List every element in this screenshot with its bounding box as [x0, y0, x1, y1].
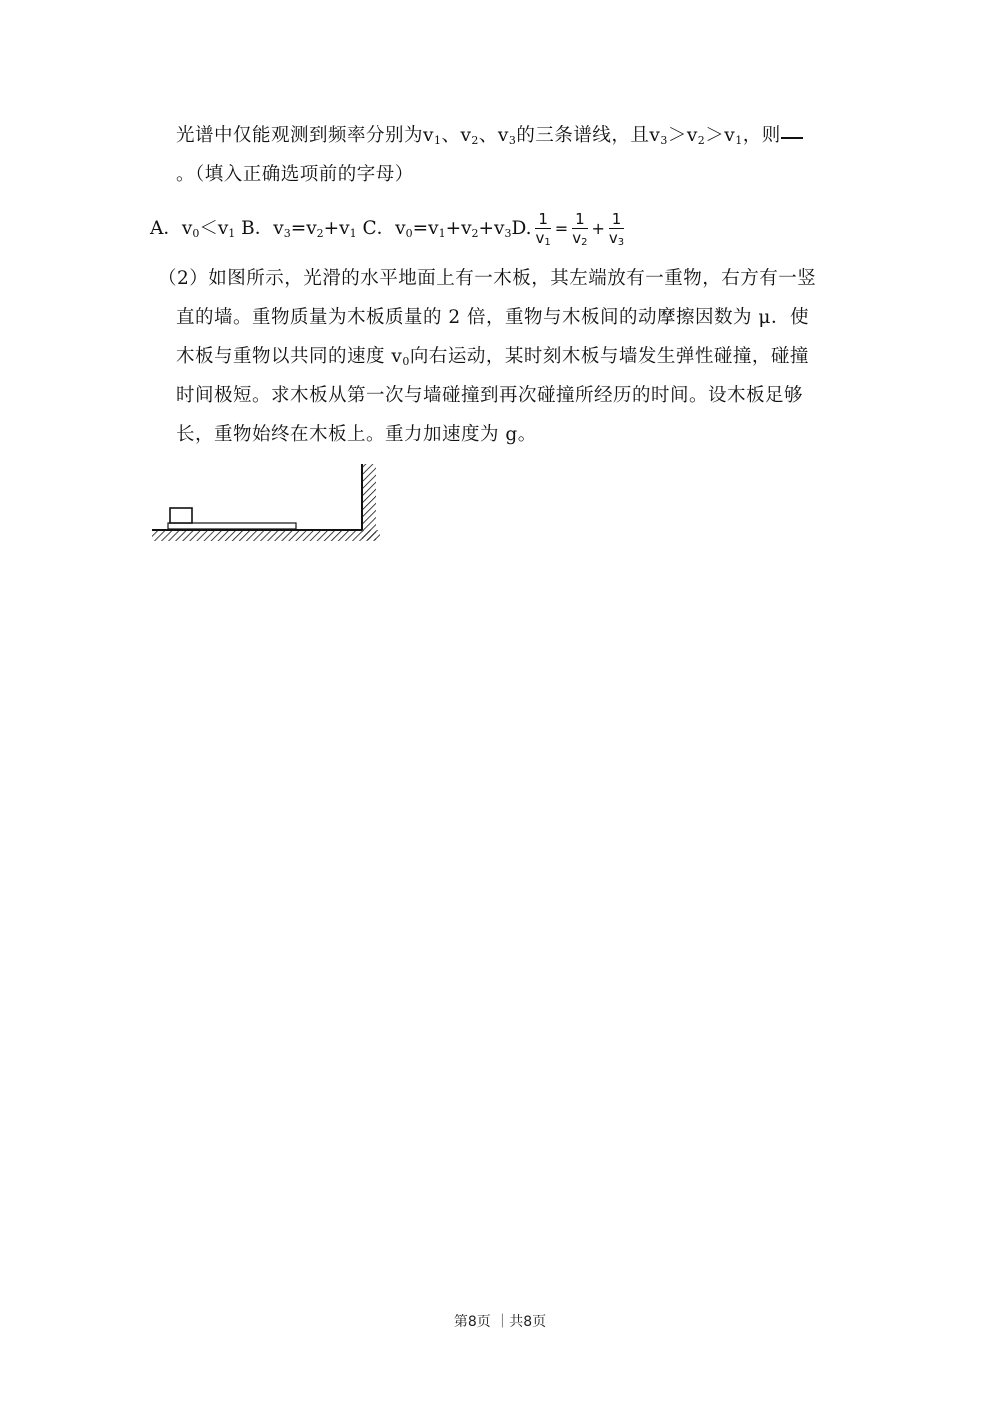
option-b: B．$v_3=v_2+v_1$ — [241, 217, 357, 240]
q2-line5: 长，重物始终在木板上。重力加速度为 g。 — [176, 424, 537, 445]
wall-hatching — [362, 464, 376, 540]
fraction-1-over-v3: $\frac{1}{v_3}$ — [608, 210, 625, 248]
floor-hatching — [152, 530, 380, 541]
answer-blank — [781, 123, 803, 139]
fraction-1-over-v1: $\frac{1}{v_1}$ — [535, 210, 551, 248]
option-c: C．$v_0=v_1+v_2+v_3$ — [362, 217, 512, 240]
q1-options — [150, 210, 628, 247]
q2-line3: 木板与重物以共同的速度 $v_0$向右运动，某时刻木板与墙发生弹性碰撞，碰撞 — [176, 346, 809, 368]
heavy-block — [170, 508, 192, 523]
fraction-1-over-v2: $\frac{1}{v_2}$ — [572, 210, 588, 248]
q1-line2: 。（填入正确选项前的字母） — [176, 164, 414, 185]
option-d: D. $\frac{1}{v_1}$ = $\frac{1}{v_2}$ + $\frac{1}{v_3}$ — [511, 218, 628, 239]
q1-line1: 光谱中仅能观测到频率分别为$v_1$、$v_2$、$v_3$的三条谱线，且$v_3>v_2>v_1$，则 — [176, 123, 803, 149]
q2-line2: 直的墙。重物质量为木板质量的 2 倍，重物与木板间的动摩擦因数为 μ．使 — [176, 307, 809, 328]
option-a: A．$v_0<v_1$ — [150, 217, 236, 240]
q2-line4: 时间极短。求木板从第一次与墙碰撞到再次碰撞所经历的时间。设木板足够 — [176, 385, 804, 406]
wooden-board — [168, 523, 296, 529]
q2-line1: （2）如图所示，光滑的水平地面上有一木板，其左端放有一重物，右方有一竖 — [158, 268, 817, 289]
page-footer: 第8页 ｜共8页 — [453, 1314, 547, 1330]
board-wall-diagram — [150, 460, 390, 550]
